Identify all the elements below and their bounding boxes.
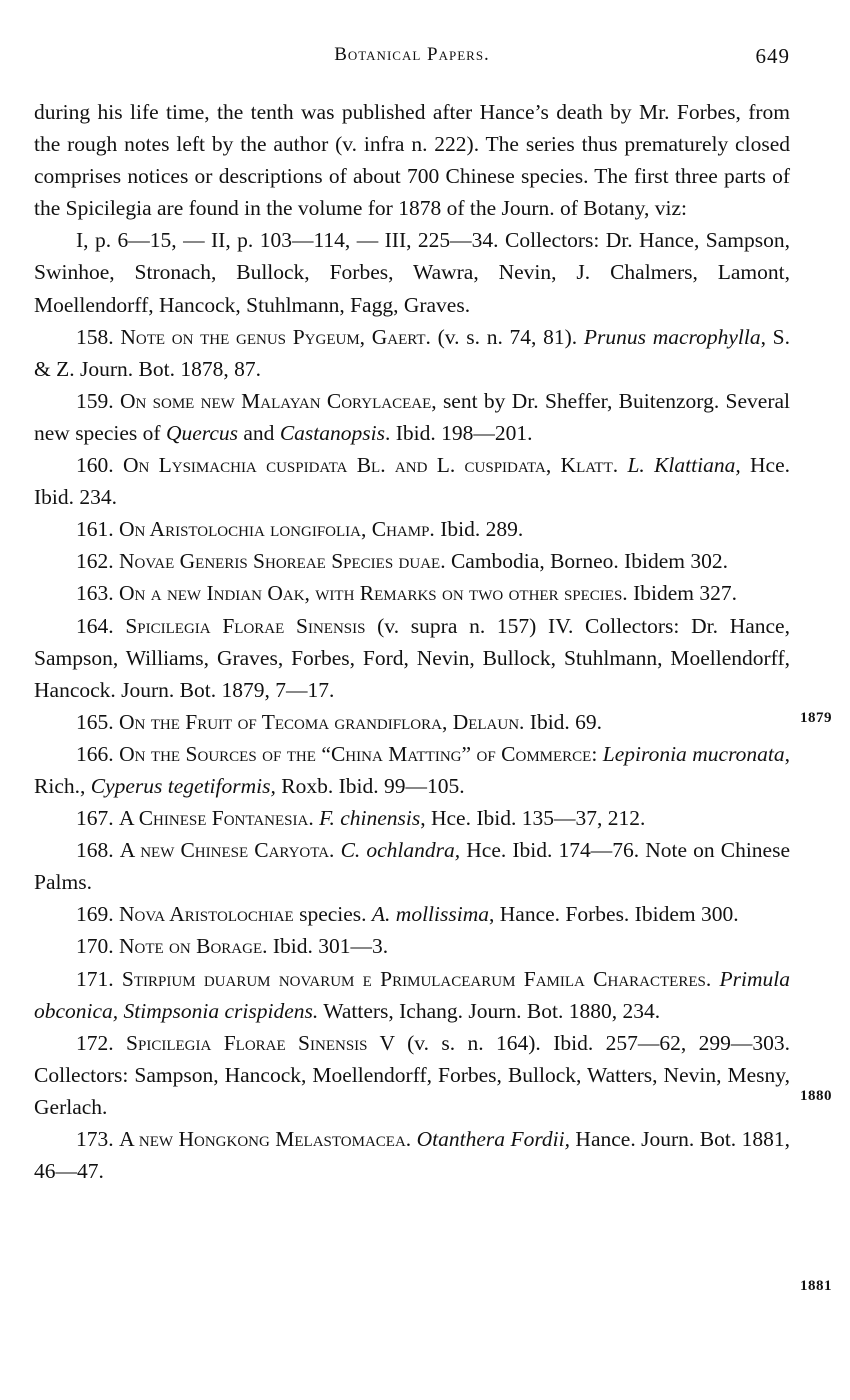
entry-taxon: Cyperus tegetiformis, bbox=[90, 773, 276, 798]
entry-168 bbox=[34, 834, 790, 898]
entry-171 bbox=[34, 963, 790, 1027]
entry-reference: , Hance. Forbes. Ibidem 300. bbox=[489, 902, 739, 927]
entry-173 bbox=[34, 1123, 790, 1187]
entry-title: On Aristolochia longifolia, Champ. bbox=[119, 517, 435, 542]
entry-number: 164. bbox=[76, 613, 114, 638]
entry-number: 158. bbox=[76, 324, 114, 349]
entry-number: 171. bbox=[76, 966, 114, 991]
entry-162 bbox=[34, 545, 790, 577]
entry-taxon: Otanthera Fordii, bbox=[416, 1127, 570, 1151]
entry-title: On the Sources of the “China Matting” of Commerce: bbox=[119, 741, 598, 766]
intro-paragraph: during his life time, the tenth was published after Hance’s death by Mr. Forbes, from the rough notes left by the author (v. infra n. 222). The series thus prematurely closed comprises notices or descriptions of about 700 Chinese species. The first three parts of the Spicilegia are found in the volume for 1878 of the Journ. of Botany, viz: bbox=[34, 100, 790, 221]
entry-158 bbox=[34, 321, 790, 385]
entry-number: 165. bbox=[76, 709, 114, 734]
entry-taxon: Prunus macrophylla bbox=[583, 324, 761, 349]
entry-number: 172. bbox=[76, 1030, 114, 1055]
entry-text: , Rich., bbox=[34, 741, 790, 798]
entry-reference: Hce. Ibid. 174—76. Note on Chinese Palms. bbox=[34, 838, 791, 895]
entry-reference: Hce. Ibid. 234. bbox=[34, 453, 791, 510]
entry-number: 159. bbox=[76, 388, 114, 413]
entry-title: Note on Borage. bbox=[119, 934, 268, 959]
entry-159 bbox=[34, 385, 790, 449]
entry-text bbox=[711, 967, 719, 991]
entry-number: 166. bbox=[76, 741, 114, 766]
entry-reference: , S. & Z. Journ. Bot. 1878, 87. bbox=[34, 324, 790, 381]
margin-year-1881: 1881 bbox=[800, 1278, 832, 1294]
entry-166 bbox=[34, 738, 790, 802]
entry-taxon: Primula obconica, Stimpsonia crispidens. bbox=[34, 966, 790, 1023]
entry-164 bbox=[34, 610, 790, 706]
entry-165 bbox=[34, 706, 790, 738]
entry-number: 163. bbox=[76, 581, 114, 606]
entry-163 bbox=[34, 577, 790, 609]
entry-reference: Watters, Ichang. Journ. Bot. 1880, 234. bbox=[318, 998, 661, 1023]
entry-title: Note on the genus Pygeum, Gaert. bbox=[120, 324, 431, 349]
page-number: 649 bbox=[755, 44, 790, 68]
entry-reference: Ibidem 327. bbox=[627, 581, 737, 606]
entry-taxon: Castanopsis bbox=[279, 420, 385, 445]
entry-title: On Lysimachia cuspidata Bl. and L. cuspidata, Klatt. bbox=[122, 453, 619, 478]
entry-number: 168. bbox=[76, 838, 114, 863]
entry-text: sent by Dr. Sheffer, Buitenzorg. Several new species of bbox=[34, 388, 790, 445]
entry-reference: (v. supra n. 157) IV. Collectors: Dr. Hance, Sampson, Williams, Graves, Forbes, Ford, Nevin, Bullock, Stuhlmann, Moellendorff, Hancock. Journ. Bot. 1879, 7—17. bbox=[34, 613, 790, 702]
entry-title: Novae Generis Shoreae Species duae. bbox=[119, 549, 446, 574]
entry-title: On some new Malayan Corylaceae, bbox=[119, 388, 437, 413]
entry-taxon: Lepironia mucronata bbox=[602, 741, 785, 766]
entry-title: A new Hongkong Melastomacea. bbox=[119, 1127, 412, 1151]
entry-reference: Ibid. 69. bbox=[524, 709, 603, 734]
entry-reference: , Hce. Ibid. 135—37, 212. bbox=[420, 806, 646, 831]
running-head bbox=[34, 44, 790, 74]
entry-reference: . Ibid. 198—201. bbox=[384, 420, 533, 445]
entry-title: Spicilegia Florae Sinensis bbox=[126, 1030, 368, 1055]
running-title: Botanical Papers. bbox=[334, 44, 490, 65]
entry-number: 161. bbox=[76, 517, 114, 542]
entry-167 bbox=[34, 802, 790, 834]
entry-reference: Roxb. Ibid. 99—105. bbox=[275, 773, 465, 798]
entry-taxon: Quercus bbox=[165, 420, 239, 445]
entry-number: 169. bbox=[76, 902, 114, 927]
entry-172 bbox=[34, 1027, 790, 1123]
entry-text: and bbox=[238, 420, 280, 445]
entry-taxon: C. ochlandra, bbox=[340, 838, 461, 863]
entry-number: 162. bbox=[76, 549, 114, 574]
entry-number: 167. bbox=[76, 806, 114, 831]
entry-reference: Ibid. 301—3. bbox=[267, 934, 389, 959]
entry-161 bbox=[34, 513, 790, 545]
entry-taxon: L. Klattiana, bbox=[627, 453, 741, 478]
entry-title: A new Chinese Caryota. bbox=[119, 838, 335, 863]
entry-taxon: A. mollissima bbox=[371, 902, 489, 927]
entry-title: On the Fruit of Tecoma grandiflora, Delaun. bbox=[119, 709, 525, 734]
entry-reference: Ibid. 289. bbox=[434, 517, 524, 542]
entry-title: Stirpium duarum novarum e Primulacearum Famila Characteres. bbox=[121, 966, 712, 991]
entry-taxon: F. chinensis bbox=[319, 806, 421, 831]
collectors-paragraph: I, p. 6—15, — II, p. 103—114, — III, 225—34. Collectors: Dr. Hance, Sampson, Swinhoe, Stronach, Bullock, Forbes, Wawra, Nevin, J. Chalmers, Lamont, Moellendorff, Hancock, Stuhlmann, Fagg, Graves. bbox=[34, 228, 790, 317]
margin-year-1879: 1879 bbox=[800, 710, 832, 726]
entry-reference: Hance. Journ. Bot. 1881, 46—47. bbox=[34, 1127, 791, 1184]
entry-title: A Chinese Fontanesia. bbox=[119, 806, 314, 831]
entry-title: On a new Indian Oak, with Remarks on two other species. bbox=[119, 581, 628, 606]
entry-160 bbox=[34, 449, 790, 513]
entry-title: Nova Aristolochiae bbox=[119, 902, 294, 927]
entry-169 bbox=[34, 898, 790, 930]
entry-text: (v. s. n. 74, 81). bbox=[430, 324, 584, 349]
margin-year-1880: 1880 bbox=[800, 1088, 832, 1104]
body-text bbox=[34, 96, 790, 1187]
entry-number: 173. bbox=[76, 1127, 114, 1151]
entry-number: 170. bbox=[76, 934, 114, 959]
entry-title: Spicilegia Florae Sinensis bbox=[125, 613, 366, 638]
entry-text: species. bbox=[293, 902, 372, 927]
entry-reference: Cambodia, Borneo. Ibidem 302. bbox=[445, 549, 729, 574]
entry-number: 160. bbox=[76, 453, 114, 478]
entry-170 bbox=[34, 930, 790, 962]
entry-reference: V (v. s. n. 164). Ibid. 257—62, 299—303. Collectors: Sampson, Hancock, Moellendorff, Forbes, Bullock, Watters, Nevin, Mesny, Gerlach. bbox=[34, 1030, 790, 1119]
